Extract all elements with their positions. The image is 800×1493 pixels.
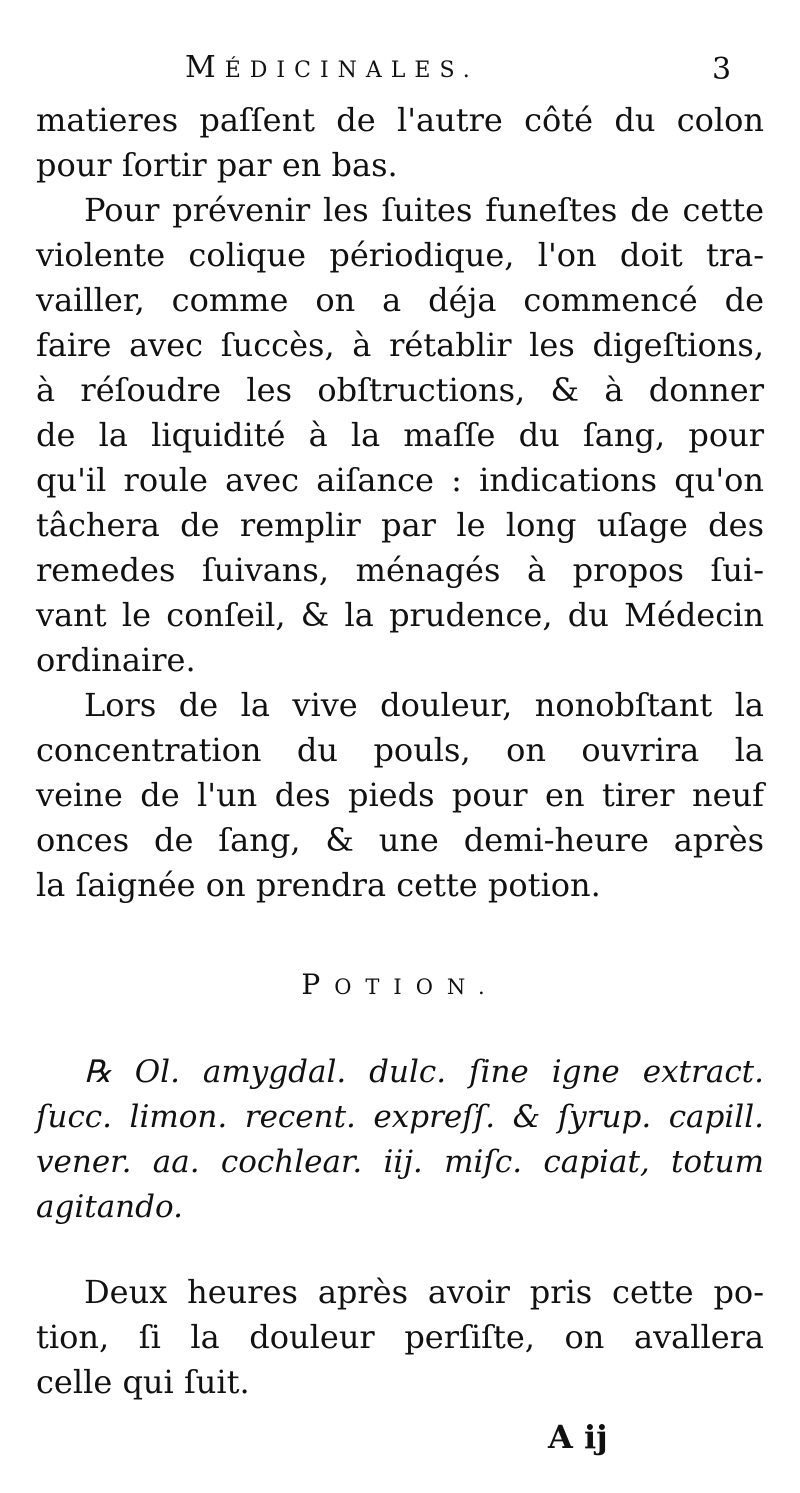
body-text (36, 98, 764, 1405)
section-title (36, 960, 764, 1010)
text-line: onces de ſang, & une demi-heure après (36, 821, 764, 859)
text-line: tâchera de remplir par le long uſage des (36, 506, 764, 544)
text-line: qu'il roule avec aiſance : indications qu'on (36, 461, 764, 499)
text-line: pour ſortir par en bas. (36, 146, 398, 184)
closing-paragraph (36, 1270, 764, 1405)
running-header (0, 50, 800, 90)
text-line: la ſaignée on prendra cette potion. (36, 866, 601, 904)
text-line: Lors de la vive douleur, nonobſtant la (84, 686, 764, 724)
text-line: Pour prévenir les ſuites funeſtes de cette (84, 191, 764, 229)
text-line: Deux heures après avoir pris cette po- (84, 1273, 764, 1311)
running-title-rest: ÉDICINALES. (224, 58, 479, 83)
text-line: concentration du pouls, on ouvrira la (36, 731, 764, 769)
text-line: celle qui ſuit. (36, 1363, 250, 1401)
paragraph-1 (36, 98, 764, 188)
text-line: vailler, comme on a déja commencé de (36, 281, 764, 319)
paragraph-3 (36, 683, 764, 908)
text-line: faire avec ſuccès, à rétablir les digeſtions, (36, 326, 764, 364)
text-line: matieres paſſent de l'autre côté du colon (36, 101, 764, 139)
text-line: remedes ſuivans, ménagés à propos ſui- (36, 551, 764, 589)
running-title (185, 50, 479, 85)
section-title-initial: P (301, 968, 335, 1001)
text-line: violente colique périodique, l'on doit tra- (36, 236, 764, 274)
paragraph-2 (36, 188, 764, 683)
running-title-initial: M (185, 50, 225, 85)
text-line: tion, ſi la douleur perſiſte, on avallera (36, 1318, 764, 1356)
recipe-block (36, 1050, 764, 1230)
text-line: veine de l'un des pieds pour en tirer neuf (36, 776, 764, 814)
text-line: vant le conſeil, & la prudence, du Médecin (36, 596, 764, 634)
text-line: ordinaire. (36, 641, 196, 679)
recipe-line: ſucc. limon. recent. expreſſ. & ſyrup. capill. (36, 1099, 764, 1135)
recipe-line: ℞ Ol. amygdal. dulc. ſine igne extract. (84, 1054, 764, 1090)
text-line: à réſoudre les obſtructions, & à donner (36, 371, 764, 409)
text-line: de la liquidité à la maſſe du ſang, pour (36, 416, 764, 454)
signature-mark: A ij (548, 1418, 608, 1456)
section-title-rest: OTION. (334, 975, 499, 999)
recipe-line: agitando. (36, 1189, 183, 1225)
recipe-line: vener. aa. cochlear. iij. miſc. capiat, totum (36, 1144, 764, 1180)
page-number: 3 (712, 52, 732, 87)
